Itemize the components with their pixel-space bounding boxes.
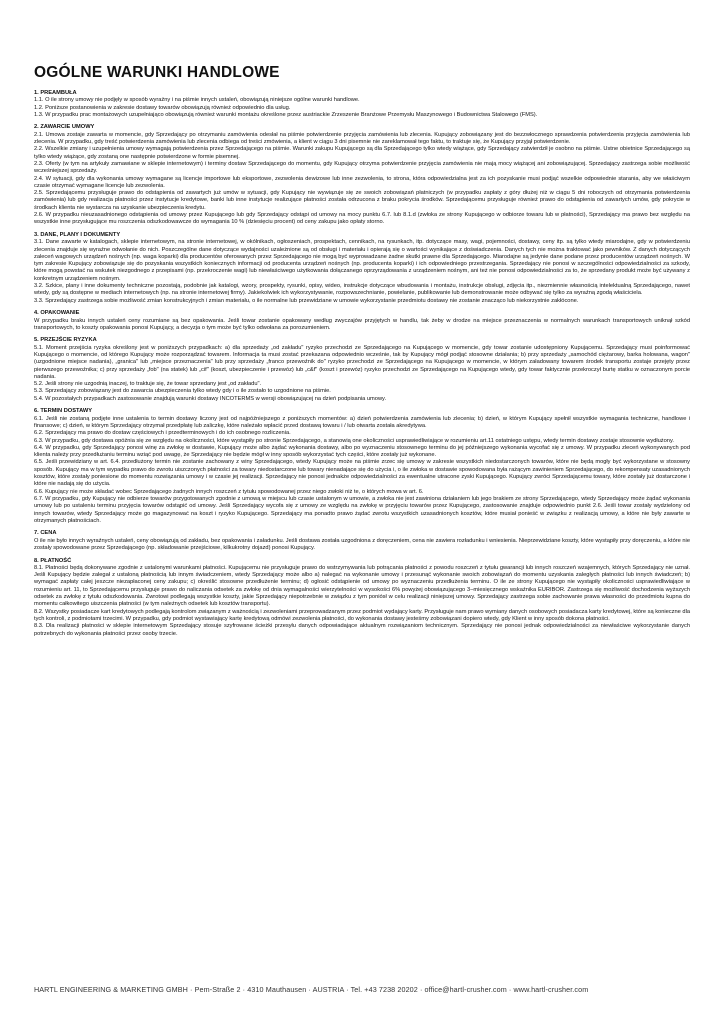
section-paragraph: 6.2. Sprzedający ma prawo do dostaw częściowych i przedterminowych i do ich osobnego rozliczenia. — [34, 430, 291, 437]
section-paragraph: 5.4. W pozostałych przypadkach zastosowanie znajdują warunki dostawy INCOTERMS w wersji obowiązującej na dzień podpisania umowy. — [34, 395, 387, 402]
document-body — [34, 90, 690, 643]
section — [34, 90, 690, 119]
section-paragraph: 6.6. Kupujący nie może składać wobec Sprzedającego żadnych innych roszczeń z tytułu spowodowanej przez niego zwłoki niż te, o których mowa w art. 6. — [34, 488, 424, 495]
section-paragraph: 8.2. Wszystky posiadacze kart kredytowych podlegają kontrolom związanym z ważnością i zezwoleniami przeprowadzanym przez podmiot wydający karty. Przysługuje nam prawo wymiany danych osobowych posiadacza karty kredytowej, które są konieczne dla tych kontroli, z podmiotami trzecimi. W przypadku, gdy podmiot wystawiający kartę kredytową odmówi zezwolenia płatności, do wykonania dostawy jesteśmy zobowiązani dopiero wtedy, gdy Klient w inny sposób dokona płatności. — [34, 608, 690, 622]
section — [34, 124, 690, 226]
section-paragraph: 8.3. Dla realizacji płatności w sklepie internetowym Sprzedający stosuje szyfrowane ścieżki przesyłu danych odpowiadające aktualnym rozwiązaniom technicznym. Sprzedający nie ponosi jednak odpowiedzialności za niewłaściwe wykorzystanie danych potrzebnych do wykonania płatności przez osoby trzecie. — [34, 623, 690, 637]
section-paragraph: 5.1. Moment przejścia ryzyka określony jest w poniższych przypadkach: a) dla sprzedaży „od zakładu" ryzyko przechodzi ze Sprzedającego na Kupującego w momencie, gdy towar zostanie udostępniony Kupującemu. Sprzedający musi poinformować Kupującego o momencie, od którego Kupujący może rozporządzać towarem. Informacja ta musi zostać przekazana odpowiednio wcześnie, tak by Kupujący mógł podjąć stosowne działania; b) przy sprzedaży „samochód ciężarowy, barka holowana, wagon" (uzgodnione miejsce nadania), „granica" lub „miejsce przeznaczenia" lub przy sprzedaży „franco przewoźnik do" ryzyko przechodzi ze Sprzedającego na Kupującego w momencie, w którym załadowany towarem środek transportu zostaje przejęty przez pierwszego przewoźnika; c) przy sprzedaży „fob" (na statek) lub „cif" (koszt, ubezpieczenie i przewóz) lub „c&f" (koszt i przewóz) ryzyko przechodzi ze Sprzedającego na Kupującego wtedy, gdy towar faktycznie przekroczył burtę statku w oznaczonym porcie nadania. — [34, 344, 690, 380]
section-paragraph: 3.3. Sprzedający zastrzega sobie możliwość zmian konstrukcyjnych i zmian materiału, o ile normalne lub przewidziane w umowie wykorzystanie przedmiotu dostawy nie zostanie znacząco lub niekorzystnie zakłócone. — [34, 297, 579, 304]
section — [34, 408, 690, 525]
section-paragraph: 1.3. W przypadku prac montażowych uzupełniająco obowiązują również warunki montażu określone przez austriackie Zrzeszenie Branżowe Przemysłu Maszynowego i Budownictwa Stalowego (FMS). — [34, 111, 538, 118]
section-heading: 6. TERMIN DOSTAWY — [34, 408, 93, 415]
section-paragraph: 1.2. Poniższe postanowienia w zakresie dostawy towarów obowiązują również odpowiednio dla usług. — [34, 104, 291, 111]
section-paragraph: 6.4. W przypadku, gdy Sprzedający ponosi winę za zwłokę w dostawie, Kupujący może albo żądać wykonania dostawy, albo po wyznaczeniu stosownego terminu do jej późniejszego wykonania wycofać się z umowy. W przypadku zleceń wykonywanych pod klienta należy przy przedłużaniu terminu wziąć pod uwagę, że Sprzedający nie będzie mógł w inny sposób wykorzystać tych części, które zostały już wykonane. — [34, 444, 690, 459]
section-paragraph: 6.7. W przypadku, gdy Kupujący nie odbierze towarów przygotowanych zgodnie z umową w miejscu lub czasie ustalonym w umowie, a zwłoka nie jest zawiniona działaniem lub jego brakiem ze strony Sprzedającego, wtedy Sprzedający może żądać wykonania umowy lub po ustaleniu terminu przyjęcia towarów odstąpić od umowy. Jeśli Sprzedający wycofa się z umowy ze względu na zwłokę w przyjęciu towarów przez Kupującego, zastosowanie znajduje odpowiednio punkt 2.6. Jeśli towar zostały wydzielony od innych towarów, wtedy Sprzedający może go magazynować na koszt i ryzyko Kupującego. Sprzedający ma ponadto prawo żądać zwrotu wszystkich uzasadnionych kosztów, które musiał ponieść w związku z realizacją umowy, a które nie były zawarte w otrzymanych płatnościach. — [34, 495, 690, 524]
section-paragraph: 6.5. Jeśli przewidziany w art. 6.4. przedłużony termin nie zostanie zachowany z winy Sprzedającego, wtedy Kupujący może na piśmie zrzec się umowy w zakresie wszystkich niedostarczonych towarów, które nie będą mogły być wykorzystane w stosowny sposób. Kupujący ma w tym wypadku prawo do zwrotu uiszczonych płatności za towary niedostarczone lub towary nienadające się do użycia i, o ile zwłoka w dostawie spowodowana była rażącym zawinieniem Sprzedającego, do rekompensaty uzasadnionych kosztów, które zostały poniesione do momentu rozwiązania umowy i w czasie jej realizacji. Sprzedający nie ponosi jednakże odpowiedzialności za ewentualne utracone zyski Kupującego. Kupujący zwróci Sprzedającemu towary, które zostały już dostarczone i które nie nadają się do użycia. — [34, 459, 690, 488]
section-paragraph: 6.3. W przypadku, gdy dostawa opóźnia się ze względu na okoliczności, które wystąpiły po stronie Sprzedającego, a stanowią one okoliczności usprawiedliwiające w rozumieniu art.11 ostatniego ustępu, wtedy termin dostawy zostaje stosownie wydłużony. — [34, 437, 674, 444]
section-heading: 7. CENA — [34, 530, 57, 537]
section-paragraph: W przypadku braku innych ustaleń ceny rozumiane są bez opakowania. Jeśli towar zostanie opakowany według zwyczajów przyjętych w handlu, tak żeby w drodze na miejsce przeznaczenia w normalnych warunkach transportowych uniknął szkód transportowych, to koszty opakowania ponosi Kupujący, a decyzja o tym może być tylko odwołana za porozumieniem. — [34, 317, 690, 331]
section-heading: 3. DANE, PLANY I DOKUMENTY — [34, 231, 121, 238]
section-paragraph: 2.3. Oferty (w tym na artykuły zamawiane w sklepie internetowym) i terminy dostaw Sprzedającego do momentu, gdy Kupujący otrzyma potwierdzenie przyjęcia zamówienia nie mają mocy wiążącej ani zobowiązującej. Sprzedający zastrzega sobie możliwość wcześniejszej sprzedaży. — [34, 160, 690, 175]
company-footer: HARTL ENGINEERING & MARKETING GMBH · Pem-Straße 2 · 4310 Mauthausen · AUSTRIA · Tel. +43 7238 20202 · office@hartl-crusher.com · www.hartl-crusher.com — [34, 985, 589, 994]
document-title: OGÓLNE WARUNKI HANDLOWE — [34, 64, 280, 81]
section-paragraph: 2.1. Umowa zostaje zawarta w momencie, gdy Sprzedający po otrzymaniu zamówienia odesłał na piśmie potwierdzenie przyjęcia zamówienia lub zlecenia. Kupujący zobowiązany jest do bezzwłocznego sprawdzenia potwierdzenia przyjęcia zamówienia lub zlecenia. W przypadku, gdy treść potwierdzenia zamówienia lub zlecenia odbiega od treści zmówienia, a klient w ciągu 3 dni pisemnie nie zareklamował tego faktu, to traktuje się, że Kupujący przyjął potwierdzenie. — [34, 131, 690, 146]
section-paragraph: 1.1. O ile strony umowy nie podjęły w sposób wyraźny i na piśmie innych ustaleń, obowiązują niniejsze ogólne warunki handlowe. — [34, 97, 360, 104]
section-paragraph: 2.4. W sytuacji, gdy dla wykonania umowy wymagane są licencje importowe lub eksportowe, zezwolenia dewizowe lub inne zezwolenia, to strona, która odpowiedzialna jest za ich pozyskanie musi podjąć wszelkie odpowiednie starania, aby we właściwym czasie otrzymać wymagane licencje lub zezwolenia. — [34, 175, 690, 189]
section-heading: 8. PŁATNOŚĆ — [34, 557, 72, 564]
section-paragraph: 6.1. Jeśli nie zostaną podjęte inne ustalenia to termin dostawy liczony jest od najpóźniejszego z poniższych momentów: a) dzień potwierdzenia zamówienia lub zlecenia; b) dzień, w którym Kupujący spełnił wszystkie wymagania techniczne, handlowe i finansowe; c) dzień, w którym Sprzedający otrzymał przedpłatę lub zaliczkę, które należało wpłacić przed dostawą towaru i / lub otwarta została akredytywa. — [34, 415, 690, 429]
section-paragraph: 8.1. Płatności będą dokonywane zgodnie z ustalonymi warunkami płatności. Kupującemu nie przysługuje prawo do wstrzymywania lub potrącania płatności z powodu roszczeń z tytułu gwarancji lub innych roszczeń wzajemnych, których Sprzedający nie uznał. Jeśli Kupujący będzie zalegał z ustaloną płatnością lub innym świadczeniem, wtedy Sprzedający może albo a) nalegać na wykonanie umowy i przesunąć wykonanie swoich zobowiązań do momentu uzyskania zaległych płatności lub innych świadczeń; b) wymagać zapłaty całej jeszcze niezapłaconej ceny zakupu; c) określić stosowne przedłużenie terminu; d) ogłosić odstąpienie od umowy po wyznaczeniu przedłużenia terminu. O ile ze strony Kupującego nie wystąpiły okoliczności usprawiedliwiające w rozumieniu art. 11, to Sprzedającemu przysługuje prawo do naliczania odsetek za zwłokę od dnia wymagalności wierzytelności w wysokości 6% powyżej obowiązującego 3–miesięcznego wskaźnika EURIBOR. Zastrzega się możliwość dochodzenia wyższych odsetek za zwłokę z tytułu odszkodowania. Zwrotowi podlegają wszystkie koszty, jakie Sprzedający niepotrzebnie w związku z tym poniósł w celu realizacji niniejszej umowy. Sprzedający zastrzega sobie zachowanie prawa własności do przedmiotu kupna do momentu całkowitego uiszczenia płatności (w tym należnych odsetek lub kosztów transportu). — [34, 564, 690, 608]
section-paragraph: 5.2. Jeśli strony nie uzgodnią inaczej, to traktuje się, że towar sprzedany jest „od zakładu". — [34, 381, 262, 388]
section — [34, 310, 690, 332]
section-paragraph: O ile nie było innych wyraźnych ustaleń, ceny obowiązują od zakładu, bez opakowania i załadunku. Jeśli dostawa została uzgodniona z doręczeniem, cena nie zawiera rozładunku i wniesienia. Nieprzewidziane koszty, które wystąpiły przy doręczeniu, a które nie zostały spowodowane przez Sprzedającego (np. składowanie przejściowe, kilkukrotny dojazd) ponosi Kupujący. — [34, 537, 690, 551]
section-heading: 4. OPAKOWANIE — [34, 310, 80, 317]
section-heading: 2. ZAWARCIE UMOWY — [34, 124, 95, 131]
section-heading: 1. PREAMBUŁA — [34, 90, 77, 96]
section-heading: 5. PRZEJŚCIE RYZYKA — [34, 337, 97, 344]
section-paragraph: 3.1. Dane zawarte w katalogach, sklepie internetowym, na stronie internetowej, w okólnikach, ogłoszeniach, prospektach, cennikach, na rysunkach, itp. dotyczące masy, wagi, pojemności, dostawy, ceny itp. są tylko wtedy miarodajne, gdy w potwierdzeniu zlecenia znajduje się wyraźne odwołanie do nich. Poszczególne dane dotyczące wydajności uzależnione są od obsługi i materiału i opierają się o wartości wynikające z doświadczenia. Danych tych nie można traktować jako pewników. Z danych dotyczących zaleceń wagowych urządzeń nośnych (np. waga koparki) dla producentów oferowanych przez Sprzedającego nie mogą być wyprowadzane żadne skutki prawne dla Sprzedającego. Miarodajne są jedynie dane podane przez producentów urządzeń nośnych. W tym zakresie Kupujący zobowiązuje się do pozyskania wszystkich koniecznych informacji od producenta urządzeń nośnych (np. producenta koparki) i ich odpowiedniego przestrzegania. Sprzedający nie ponosi w szczególności odpowiedzialności za szkody, które mogą powstać na wskutek niezgodnego z przepisami (np. przekroczenie wagi) lub niewłaściwego użytkowania dołączanego oprzyrządowania z urządzeniem nośnym, ani też nie ponosi odpowiedzialności za to, że sprzedany produkt może być używany z konkretnym urządzeniem nośnym. — [34, 239, 690, 282]
section — [34, 337, 690, 403]
section-paragraph: 3.2. Szkice, plany i inne dokumenty techniczne pozostają, podobnie jak katalogi, wzory, prospekty, rysunki, opisy, wideo, instrukcje dotyczące wbudowania i montażu, instrukcje obsługi, zdjęcia itp., niezmiennie własnością intelektualną Sprzedającego, nawet wtedy, gdy są dostępne w mediach internetowych (np. na stronie internetowej firmy). Jakiekolwiek ich wykorzystywanie, rozpowszechnianie, powielanie, publikowanie lub demonstrowanie może odbywać się tylko za wyraźną zgodą właściciela. — [34, 283, 690, 297]
section-paragraph: 2.6. W przypadku nieuzasadnionego odstąpienia od umowy przez Kupującego lub gdy Sprzedający odstąpi od umowy na mocy punktu 6.7. lub 8.1.d (zwłoka ze strony Kupującego w odbiorze towaru lub w płatności), Sprzedający ma prawo bez względu na wszystkie inne przysługujące mu roszczenia odszkodowawcze do wymagania 10 % (dziesięciu procent) od ceny zakupu jako opłaty storno. — [34, 212, 690, 226]
section — [34, 232, 690, 305]
section-paragraph: 5.3. Sprzedający zobowiązany jest do zawarcia ubezpieczenia tylko wtedy gdy i o ile zostało to uzgodnione na piśmie. — [34, 388, 331, 395]
section-paragraph: 2.5. Sprzedającemu przysługuje prawo do odstąpienia od zawartych już umów w sytuacji, gdy Kupujący nie wywiązuje się ze swoich zobowiązań płatniczych (w przypadku zapłaty z góry dłużej niż w ciągu 5 dni roboczych od otrzymania potwierdzenia zamówienia) lub gdy realizacja płatności przez instytucje kredytowe, banki lub inne instytucje realizujące płatności została odrzucona z braku pokrycia środków. Sprzedającemu przysługuje również prawo do odstąpienia od zawartych umów, gdy pokrycie w środkach klienta nie wystarcza na uzyskanie ubezpieczenia kredytu. — [34, 190, 690, 211]
section — [34, 530, 690, 552]
section-paragraph: 2.2. Wszelkie zmiany i uzupełnienia umowy wymagają potwierdzenia przez Sprzedającego na piśmie. Warunki zakupu Kupującego są dla Sprzedającego tylko wtedy wiążące, gdy Sprzedający zatwierdził je osobno na piśmie. Ustne obietnice Sprzedającego są tylko wtedy wiążące, gdy zostaną one następnie potwierdzone w formie pisemnej. — [34, 146, 690, 160]
section — [34, 558, 690, 638]
